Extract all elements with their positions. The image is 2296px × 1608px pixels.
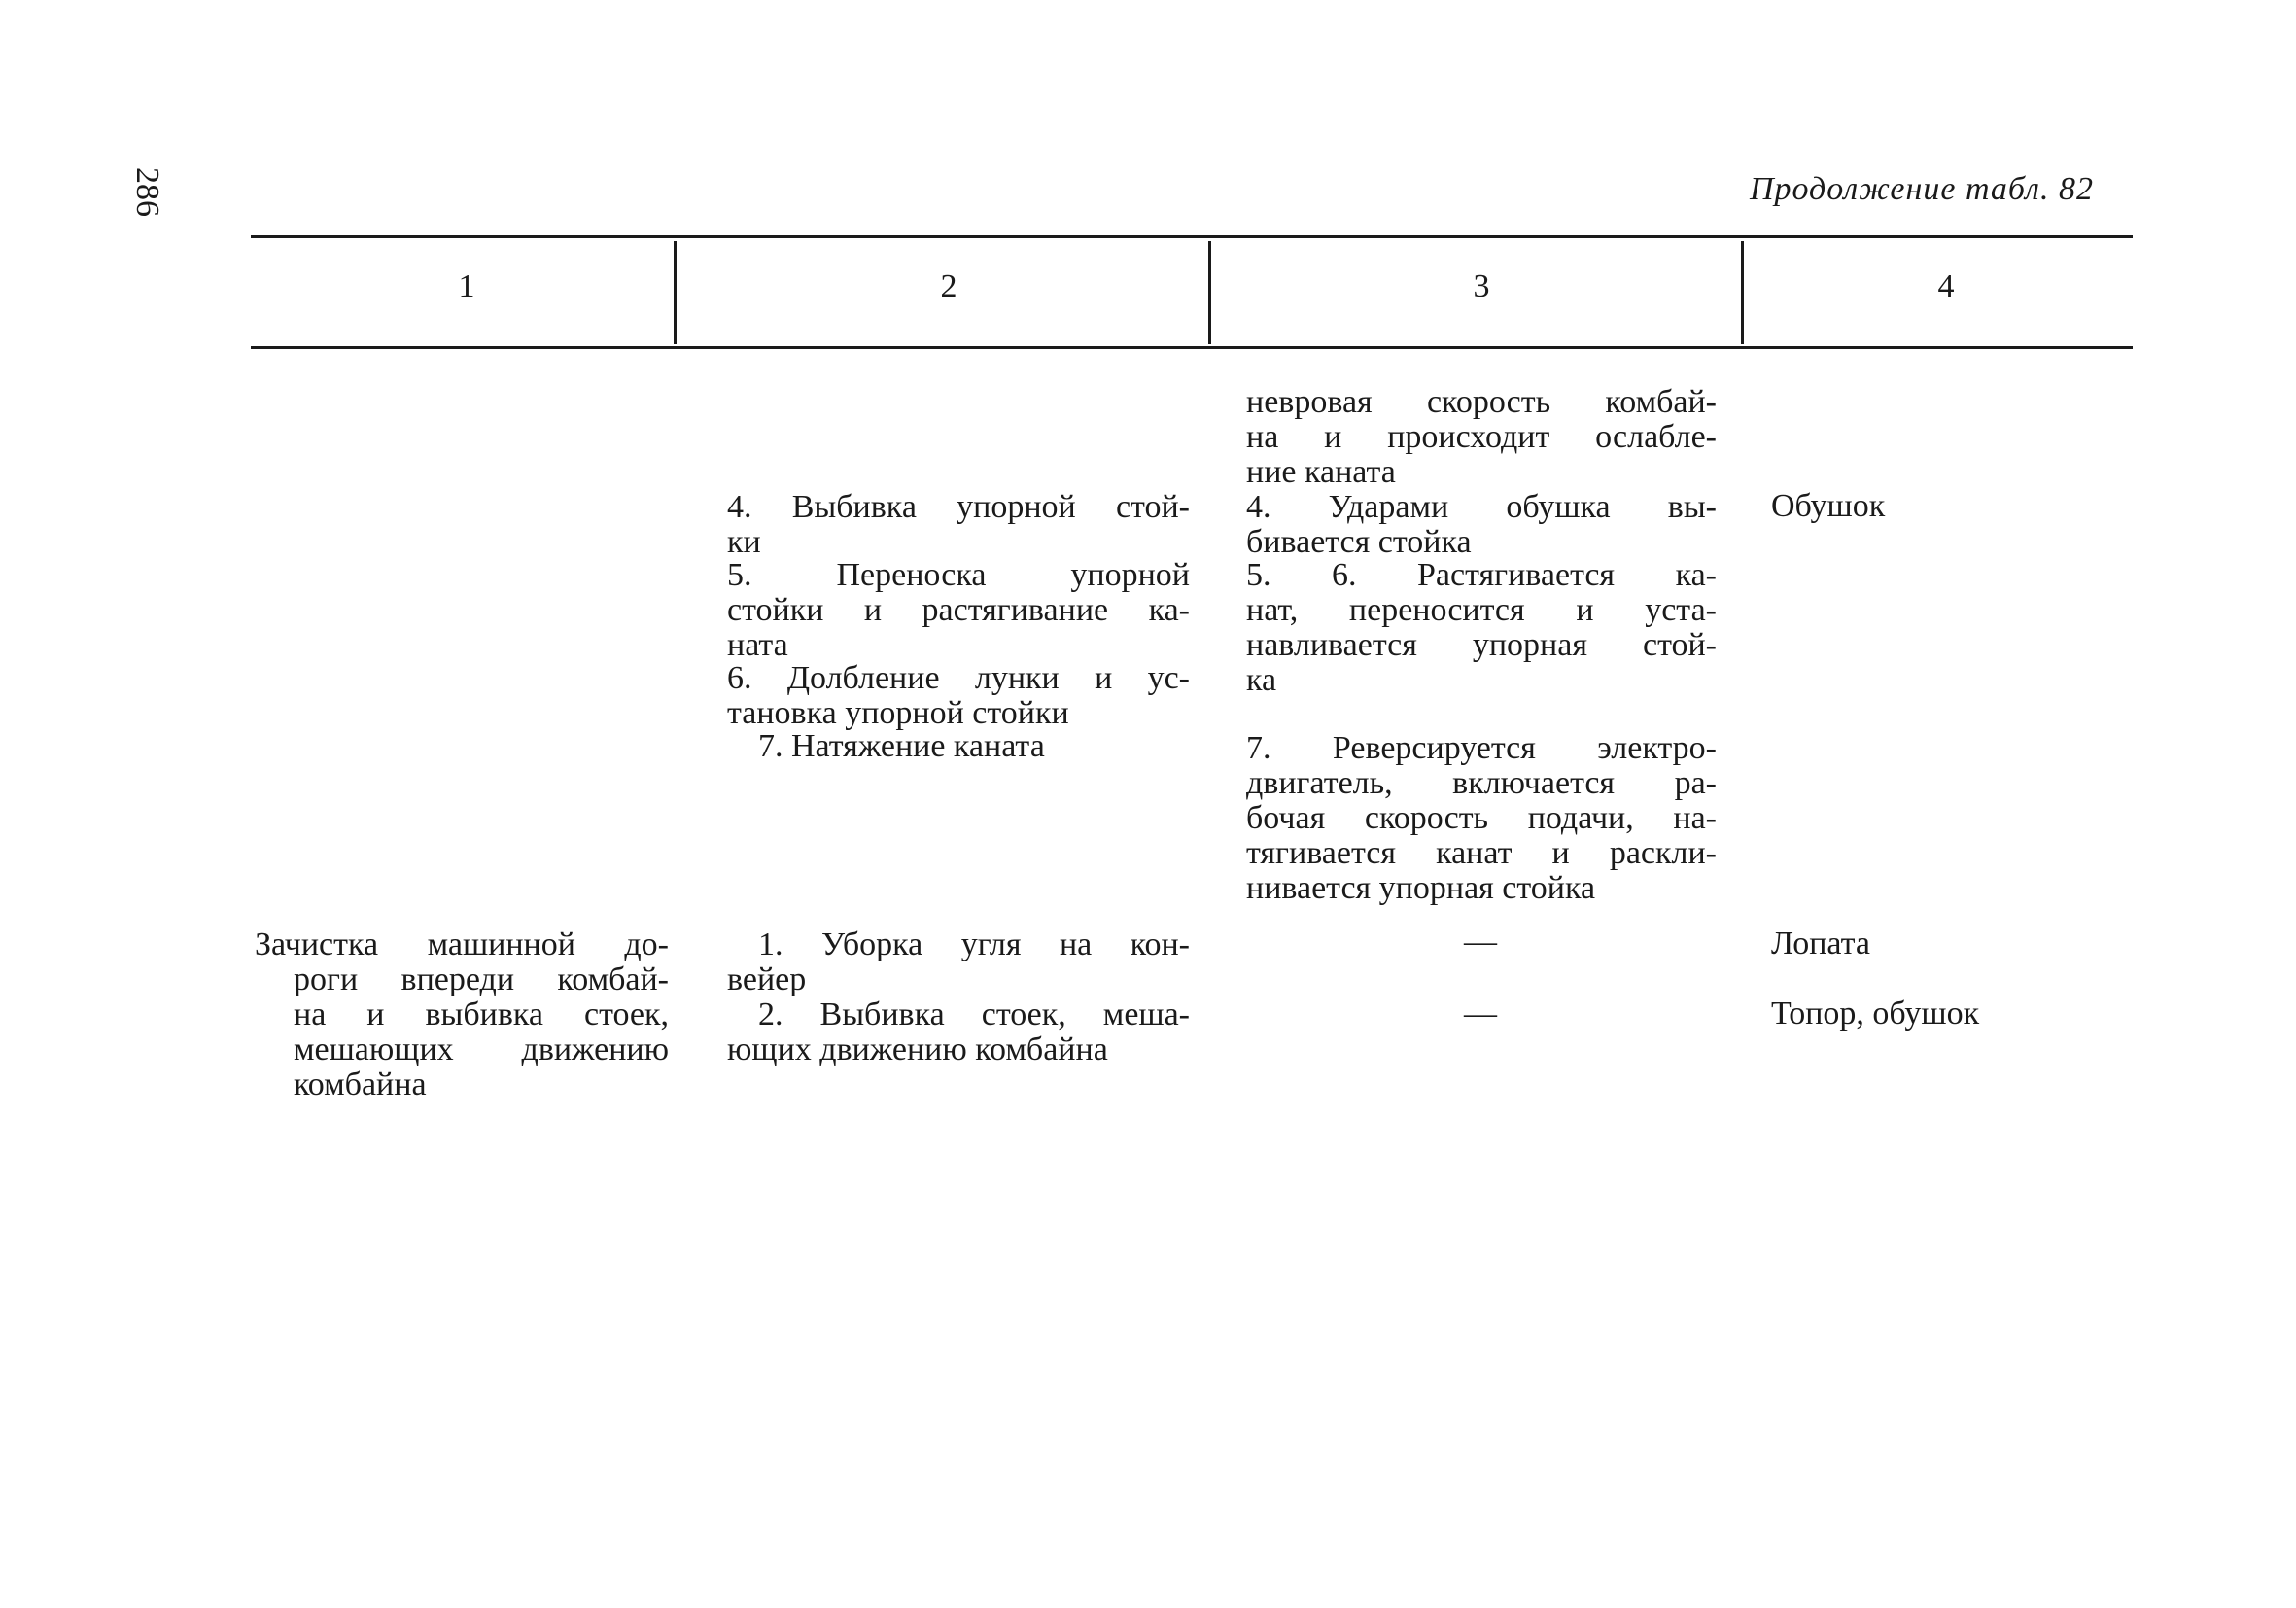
page-number: 286 [129,167,165,217]
col2-op-7 [758,729,1190,764]
text-line: бочая скорость подачи, на- [1246,800,1717,836]
column-divider-3 [1741,241,1744,344]
text-line: нат, переносится и уста- [1246,592,1717,628]
col3-continuation [1246,385,1717,490]
column-divider-2 [1208,241,1211,344]
row2-tool-lopata: Лопата [1771,926,1870,961]
text-line: тановка упорной стойки [727,695,1069,731]
text-line: 2. Выбивка стоек, меша- [758,996,1190,1032]
text-line: тягивается канат и раскли- [1246,835,1717,871]
col2-op-6 [727,661,1190,731]
col2-op-5 [727,558,1190,663]
text-line: бивается стойка [1246,524,1472,560]
text-line: 1. Уборка угля на кон- [758,926,1190,962]
row2-tool-topor: Топор, обушок [1771,996,1980,1031]
header-col-3: 3 [1473,268,1490,304]
row2-col3-dash-1: — [1464,924,1497,960]
table-caption: Продолжение табл. 82 [1749,171,2094,207]
text-line: ние каната [1246,454,1396,490]
text-line: двигатель, включается ра- [1246,765,1717,801]
text-line: мешающих движению [294,1031,669,1067]
col3-desc-5-6 [1246,558,1717,698]
text-line: ки [727,524,761,560]
text-line: на и выбивка стоек, [294,996,669,1032]
table-header-rule [251,346,2133,349]
text-line: 7. Натяжение каната [758,728,1045,764]
header-col-2: 2 [940,268,957,304]
col3-desc-7 [1246,731,1717,906]
text-line: нивается упорная стойка [1246,870,1596,906]
text-line: 4. Выбивка упорной стой- [727,489,1190,525]
text-line: стойки и растягивание ка- [727,592,1190,628]
text-line: навливается упорная стой- [1246,627,1717,663]
text-line: вейер [727,961,807,997]
text-line: 7. Реверсируется электро- [1246,730,1717,766]
text-line: 5. Переноска упорной [727,557,1190,593]
table-top-rule [251,235,2133,238]
text-line: ющих движению комбайна [727,1031,1108,1067]
row2-op-2 [727,997,1190,1067]
text-line: ната [727,627,788,663]
col3-desc-4 [1246,490,1717,560]
text-line: роги впереди комбай- [294,961,669,997]
text-line: комбайна [294,1066,427,1102]
text-line: 4. Ударами обушка вы- [1246,489,1717,525]
text-line: на и происходит ослабле- [1246,419,1717,455]
text-line: ка [1246,662,1277,698]
col2-op-4 [727,490,1190,560]
text-line: Зачистка машинной до- [255,926,669,962]
text-line: невровая скорость комбай- [1246,384,1717,420]
row2-col3-dash-2: — [1464,996,1497,1031]
column-divider-1 [674,241,677,344]
header-col-1: 1 [458,268,475,304]
text-line: 6. Долбление лунки и ус- [727,660,1190,696]
row2-op-1 [727,927,1190,997]
text-line: 5. 6. Растягивается ка- [1246,557,1717,593]
col4-tool-obushok: Обушок [1771,488,1886,524]
header-col-4: 4 [1937,268,1955,304]
row2-col1 [255,927,669,1102]
